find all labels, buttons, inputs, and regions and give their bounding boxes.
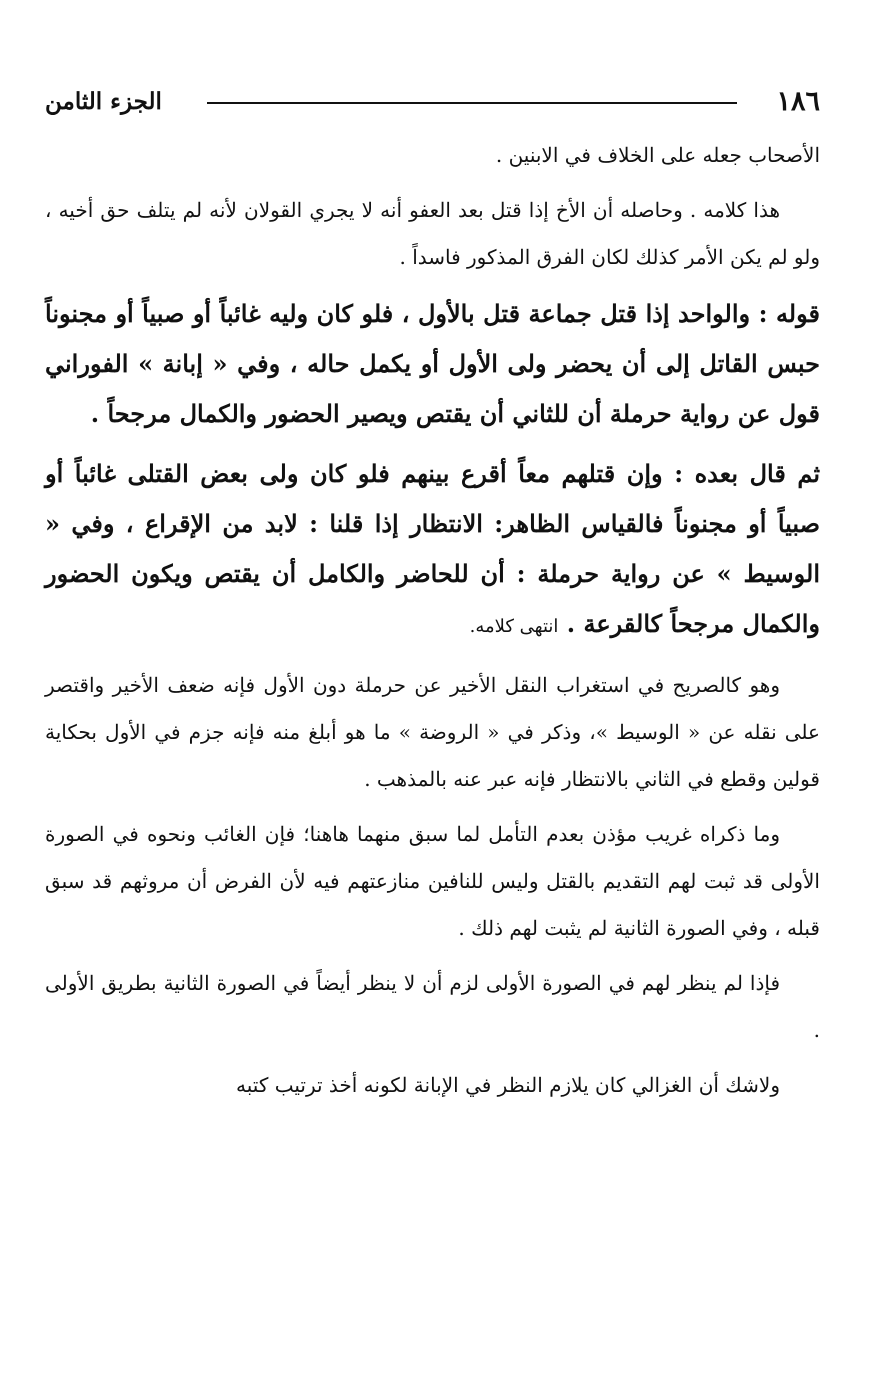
page-header bbox=[45, 82, 820, 122]
paragraph-6: وما ذكراه غريب مؤذن بعدم التأمل لما سبق منهما هاهنا؛ فإن الغائب ونحوه في الصورة الأولى قد ثبت لهم التقديم بالقتل وليس للنافين منازعتهم فيه لأن الفرض أن مروثهم قد سبق قبله ، وفي الصورة الثانية لم يثبت لهم ذلك . bbox=[45, 822, 820, 940]
header-rule bbox=[207, 102, 737, 104]
paragraph-7: فإذا لم ينظر لهم في الصورة الأولى لزم أن لا ينظر أيضاً في الصورة الثانية بطريق الأولى . bbox=[45, 971, 820, 1042]
paragraph-4-quote bbox=[45, 449, 820, 652]
paragraph-3-quote: قوله : والواحد إذا قتل جماعة قتل بالأول ، فلو كان وليه غائباً أو صبياً أو مجنوناً حبس القاتل إلى أن يحضر ولى الأول أو يكمل حاله ، وفي « إبانة » الفوراني قول عن رواية حرملة أن للثاني أن يقتص ويصير الحضور والكمال مرجحاً . bbox=[45, 299, 820, 428]
page-body bbox=[45, 132, 820, 1117]
paragraph-2: هذا كلامه . وحاصله أن الأخ إذا قتل بعد العفو أنه لا يجري القولان لأنه لم يتلف حق أخيه ، ولو لم يكن الأمر كذلك لكان الفرق المذكور فاسداً . bbox=[45, 198, 820, 269]
paragraph-5: وهو كالصريح في استغراب النقل الأخير عن حرملة دون الأول فإنه ضعف الأخير واقتصر على نقله عن « الوسيط »، وذكر في « الروضة » ما هو أبلغ منه فإنه جزم في الأول بحكاية قولين وقطع في الثاني بالانتظار فإنه عبر عنه بالمذهب . bbox=[45, 673, 820, 791]
running-title: الجزء الثامن bbox=[45, 88, 162, 115]
paragraph-8: ولاشك أن الغزالي كان يلازم النظر في الإبانة لكونه أخذ ترتيب كتبه bbox=[236, 1073, 780, 1097]
paragraph-4-text: ثم قال بعده : وإن قتلهم معاً أقرع بينهم فلو كان ولى بعض القتلى غائباً أو صبياً أو مجنوناً فالقياس الظاهر: الانتظار إذا قلنا : لابد من الإقراع ، وفي « الوسيط » عن رواية حرملة : أن للحاضر والكامل أن يقتص ويكون الحضور والكمال مرجحاً كالقرعة . bbox=[45, 459, 820, 638]
page-number: ١٨٦ bbox=[776, 86, 820, 117]
paragraph-1: الأصحاب جعله على الخلاف في الابنين . bbox=[495, 143, 820, 167]
paragraph-4-tail: انتهى كلامه. bbox=[469, 616, 559, 637]
